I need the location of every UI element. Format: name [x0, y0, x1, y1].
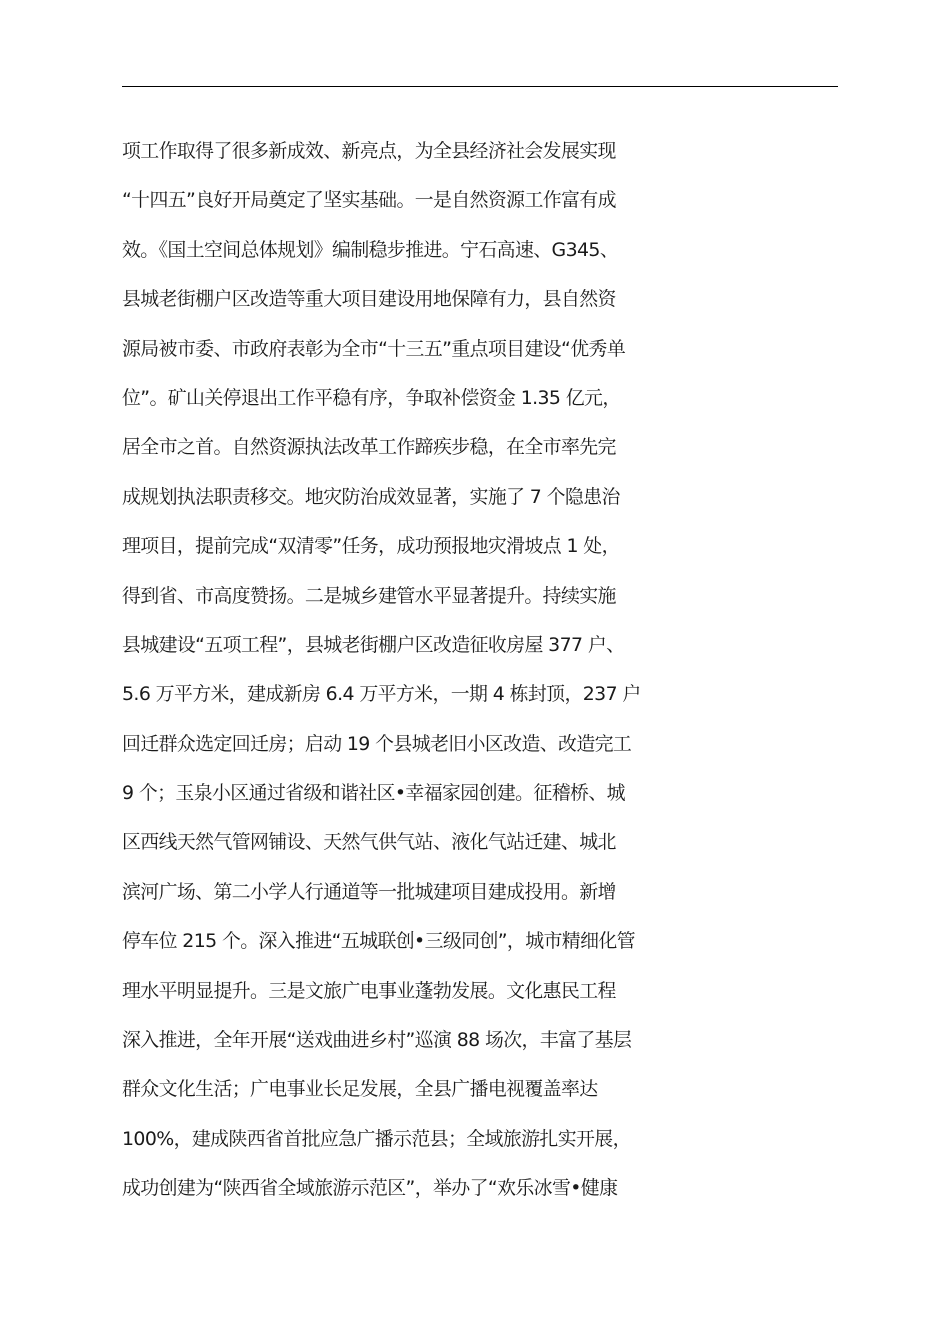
- text-line: 成规划执法职责移交。地灾防治成效显著，实施了 7 个隐患治: [122, 485, 620, 508]
- text-line: 9 个；玉泉小区通过省级和谐社区•幸福家园创建。征稽桥、城: [122, 782, 625, 805]
- text-line: 居全市之首。自然资源执法改革工作蹄疾步稳，在全市率先完: [122, 436, 616, 459]
- text-line: 回迁群众选定回迁房；启动 19 个县城老旧小区改造、改造完工: [122, 732, 632, 755]
- text-line: 深入推进，全年开展“送戏曲进乡村”巡演 88 场次，丰富了基层: [122, 1029, 632, 1052]
- text-line: 成功创建为“陕西省全域旅游示范区”，举办了“欢乐冰雪•健康: [122, 1177, 618, 1200]
- text-line: 源局被市委、市政府表彰为全市“十三五”重点项目建设“优秀单: [122, 337, 626, 360]
- text-line: 位”。矿山关停退出工作平稳有序，争取补偿资金 1.35 亿元，: [122, 386, 621, 409]
- text-line: 项工作取得了很多新成效、新亮点，为全县经济社会发展实现: [122, 140, 616, 162]
- text-line: 滨河广场、第二小学人行通道等一批城建项目建成投用。新增: [122, 880, 616, 903]
- text-line: 效。《国土空间总体规划》编制稳步推进。宁石高速、G345、: [122, 238, 619, 261]
- text-line: 理水平明显提升。三是文旅广电事业蓬勃发展。文化惠民工程: [122, 979, 616, 1002]
- text-line: “十四五”良好开局奠定了坚实基础。一是自然资源工作富有成: [122, 189, 616, 212]
- text-line: 理项目，提前完成“双清零”任务，成功预报地灾滑坡点 1 处，: [122, 535, 620, 558]
- text-line: 群众文化生活；广电事业长足发展，全县广播电视覆盖率达: [122, 1078, 598, 1101]
- text-line: 停车位 215 个。深入推进“五城联创•三级同创”，城市精细化管: [122, 930, 635, 953]
- text-line: 100%，建成陕西省首批应急广播示范县；全域旅游扎实开展，: [122, 1127, 631, 1150]
- header-rule: [122, 86, 838, 87]
- text-line: 区西线天然气管网铺设、天然气供气站、液化气站迁建、城北: [122, 831, 616, 854]
- text-line: 县城建设“五项工程”，县城老街棚户区改造征收房屋 377 户、: [122, 633, 625, 656]
- body-text: [122, 127, 862, 1214]
- text-line: 5.6 万平方米，建成新房 6.4 万平方米，一期 4 栋封顶，237 户: [122, 683, 641, 706]
- text-line: 县城老街棚户区改造等重大项目建设用地保障有力，县自然资: [122, 288, 616, 311]
- text-line: 得到省、市高度赞扬。二是城乡建管水平显著提升。持续实施: [122, 584, 616, 607]
